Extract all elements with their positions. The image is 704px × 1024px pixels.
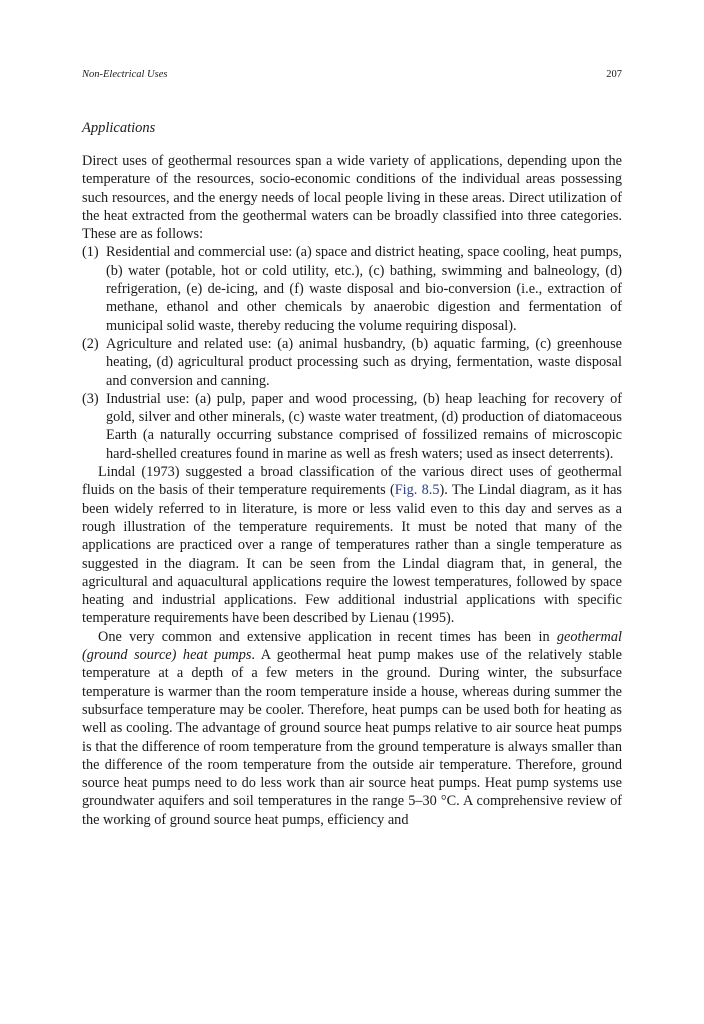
- heat-pump-term: geothermal (ground source) heat pumps: [82, 628, 622, 664]
- list-item-number: (1): [82, 244, 99, 261]
- list-item-text: Residential and commercial use: (a) space and district heating, space cooling, heat pumps, (b) water (potable, hot or cold utility, etc.), (c) bathing, swimming and balneology, (d) refrigeration, (e) de-icing, and (f) waste disposal and bio-conversion (i.e., extraction of methane, ethanol and other chemicals by anaerobic digestion and fermentation of municipal solid waste, thereby reducing the volume requiring disposal).: [106, 244, 622, 334]
- lindal-text-end: ). The Lindal diagram, as it has been widely referred to in literature, is more or less valid even to this day and serves as a rough illustration of the temperature requirements. It must be noted that many of the applications are practiced over a range of temperatures rather than a single temperature as suggested in the diagram. It can be seen from the Lindal diagram that, in general, the agricultural and aquacultural applications require the lowest temperatures, followed by space heating and industrial applications. Few additional industrial applications with specific temperature requirements have been described by Lienau (1995).: [82, 482, 622, 627]
- list-item: [82, 390, 622, 463]
- running-title: Non-Electrical Uses: [82, 69, 168, 80]
- running-header: [82, 67, 622, 83]
- page-number: 207: [606, 69, 622, 80]
- list-item-number: (3): [82, 390, 99, 407]
- heat-pump-text-end: . A geothermal heat pump makes use of the relatively stable temperature at a depth of a few meters in the ground. During winter, the subsurface temperature is warmer than the room temperature inside a house, whereas during summer the subsurface temperature may be cooler. Therefore, heat pumps can be used both for heating as well as cooling. The advantage of ground source heat pumps relative to air source heat pumps is that the difference of room temperature from the ground temperature is always smaller than the difference of the room temperature from the outside air temperature. Therefore, ground source heat pumps need to do less work than air source heat pumps. Heat pump systems use groundwater aquifers and soil temperatures in the range 5–30 °C. A comprehensive review of the working of ground source heat pumps, efficiency and: [82, 647, 622, 828]
- list-item-text: Agriculture and related use: (a) animal husbandry, (b) aquatic farming, (c) greenhouse heating, (d) agricultural product processing such as drying, fermentation, waste disposal and conversion and canning.: [106, 335, 622, 389]
- list-item: [82, 335, 622, 390]
- figure-reference-link[interactable]: Fig. 8.5: [394, 482, 440, 499]
- intro-paragraph: Direct uses of geothermal resources span a wide variety of applications, depending upon the temperature of the resources, socio-economic conditions of the individual areas possessing such resources, and the energy needs of local people living in these areas. Direct utilization of the heat extracted from the geothermal waters can be broadly classified into three categories. These are as follows:: [82, 153, 622, 243]
- body-text: [82, 152, 622, 829]
- lindal-paragraph: [82, 463, 622, 628]
- list-item: [82, 243, 622, 334]
- application-categories-list: [82, 243, 622, 463]
- section-heading: Applications: [82, 120, 156, 136]
- heat-pump-text-start: One very common and extensive application in recent times has been in: [98, 628, 557, 645]
- list-item-text: Industrial use: (a) pulp, paper and wood processing, (b) heap leaching for recovery of gold, silver and other minerals, (c) waste water treatment, (d) production of diatomaceous Earth (a naturally occurring substance comprised of fossilized remains of microscopic hard-shelled creatures found in marine as well as fresh waters; used as insect deterrents).: [106, 390, 622, 462]
- list-item-number: (2): [82, 335, 99, 352]
- lindal-text-start: Lindal (1973) suggested a broad classification of the various direct uses of geothermal fluids on the basis of their temperature requirements (: [82, 464, 622, 499]
- heat-pump-paragraph: [82, 628, 622, 829]
